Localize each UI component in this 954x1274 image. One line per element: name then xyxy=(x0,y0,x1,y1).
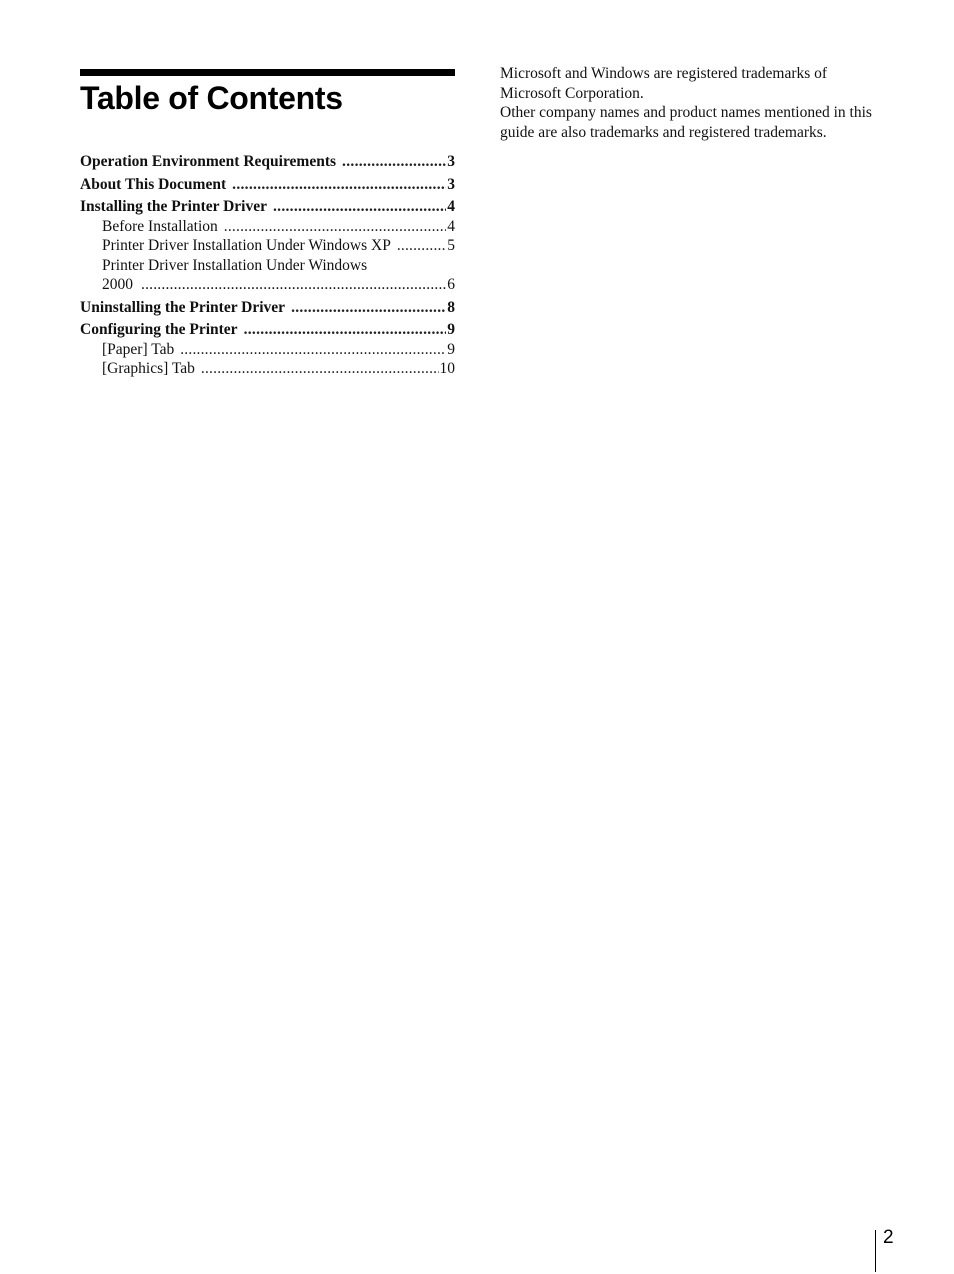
toc-entry-graphics-tab[interactable] xyxy=(80,359,455,379)
trademark-paragraph: Microsoft and Windows are registered trademarks of Microsoft Corporation. xyxy=(500,65,828,102)
toc-entry-label: Printer Driver Installation Under Windows XP xyxy=(102,237,391,254)
toc-entry-before-installation[interactable] xyxy=(80,217,455,237)
toc-entry-installing-driver[interactable] xyxy=(80,197,455,217)
toc-entry-label: [Graphics] Tab xyxy=(102,360,195,377)
toc-entry-page: 6 xyxy=(447,276,455,293)
toc-entry-label: Uninstalling the Printer Driver xyxy=(80,298,286,316)
trademark-notice xyxy=(500,64,880,142)
toc-entry-page: 4 xyxy=(447,198,455,215)
toc-entry-paper-tab[interactable] xyxy=(80,340,455,360)
toc-entry-install-windows-xp[interactable] xyxy=(80,236,455,256)
toc-entry-label: Installing the Printer Driver xyxy=(80,198,267,215)
toc-entry-label: 2000 xyxy=(102,276,133,293)
toc-entry-page: 3 xyxy=(447,175,455,193)
toc-entry-operation-environment[interactable] xyxy=(80,152,455,172)
toc-entry-page: 9 xyxy=(447,321,455,338)
page-number: 2 xyxy=(883,1227,894,1248)
toc-entry-page: 5 xyxy=(447,237,455,254)
toc-entry-page: 8 xyxy=(447,298,455,316)
toc-entry-page: 4 xyxy=(447,217,455,235)
toc-leader-dots xyxy=(141,275,446,295)
table-of-contents xyxy=(80,149,455,379)
toc-leader-dots xyxy=(232,175,446,195)
toc-leader-dots xyxy=(291,298,446,318)
toc-entry-label: Operation Environment Requirements xyxy=(80,153,337,170)
toc-entry-label: [Paper] Tab xyxy=(102,340,175,358)
toc-leader-dots xyxy=(224,217,446,237)
toc-entry-uninstalling-driver[interactable] xyxy=(80,298,455,318)
toc-leader-dots xyxy=(397,236,446,256)
page-title: Table of Contents xyxy=(80,80,343,116)
toc-leader-dots xyxy=(244,320,447,340)
toc-entry-label: Configuring the Printer xyxy=(80,321,238,338)
toc-entry-configuring-printer[interactable] xyxy=(80,320,455,340)
toc-leader-dots xyxy=(273,197,446,217)
toc-entry-label: About This Document xyxy=(80,175,227,193)
page-number-rule xyxy=(875,1230,876,1272)
toc-entry-label-continued xyxy=(102,275,455,295)
toc-entry-about-document[interactable] xyxy=(80,175,455,195)
toc-leader-dots xyxy=(342,152,446,172)
toc-leader-dots xyxy=(180,340,446,360)
toc-entry-page: 10 xyxy=(439,360,455,377)
toc-entry-label: Before Installation xyxy=(102,217,218,235)
toc-leader-dots xyxy=(201,359,439,379)
toc-entry-page: 9 xyxy=(447,340,455,358)
title-rule xyxy=(80,69,455,76)
toc-entry-page: 3 xyxy=(447,153,455,170)
trademark-paragraph: Other company names and product names mentioned in this guide are also trademarks and registered trademarks. xyxy=(500,104,872,141)
toc-entry-label: Printer Driver Installation Under Windows xyxy=(102,256,368,274)
toc-entry-install-windows-2000[interactable] xyxy=(80,256,455,295)
